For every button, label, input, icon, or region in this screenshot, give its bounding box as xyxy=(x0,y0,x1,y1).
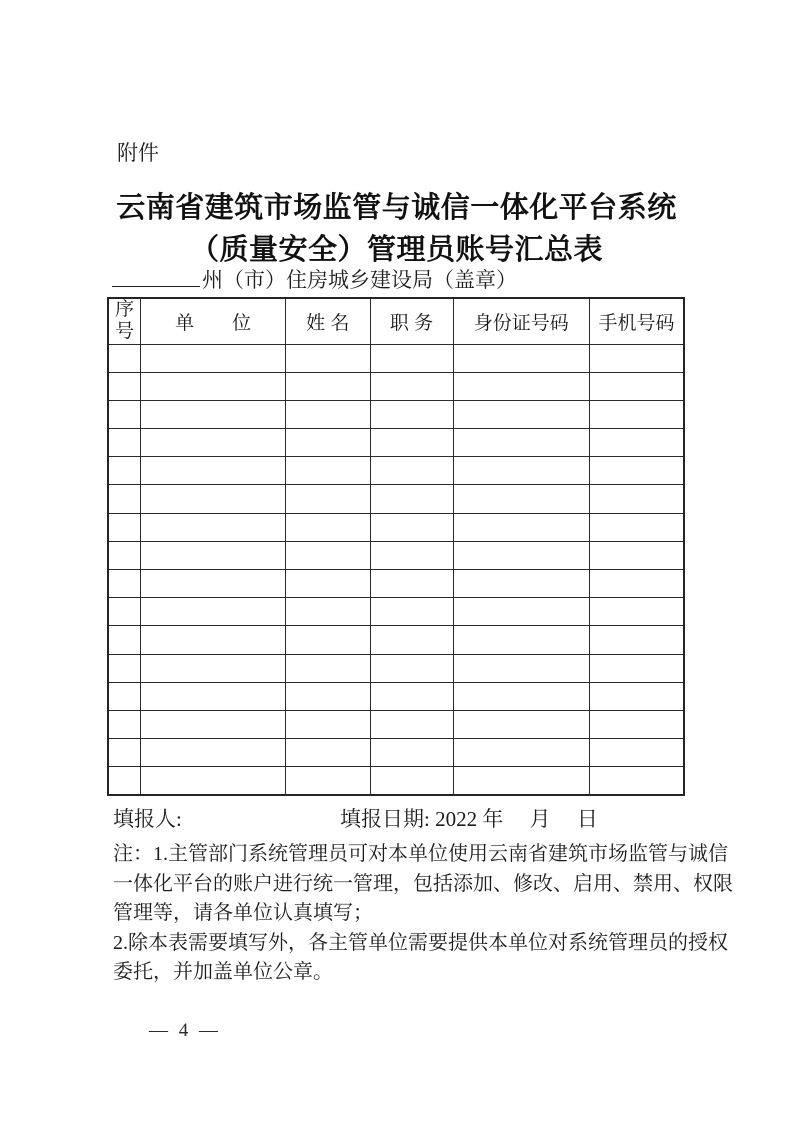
empty-cell xyxy=(141,429,286,457)
empty-cell xyxy=(370,654,453,682)
table-row xyxy=(108,598,684,626)
empty-cell xyxy=(141,654,286,682)
notes-block xyxy=(113,840,733,988)
empty-cell xyxy=(590,710,685,738)
empty-cell xyxy=(370,541,453,569)
column-header-phone: 手机号码 xyxy=(590,298,685,344)
empty-cell xyxy=(141,739,286,767)
empty-cell xyxy=(285,767,370,795)
empty-cell xyxy=(108,541,141,569)
empty-cell xyxy=(590,429,685,457)
subtitle-text: 州（市）住房城乡建设局（盖章） xyxy=(202,268,517,292)
table-row xyxy=(108,513,684,541)
empty-cell xyxy=(370,598,453,626)
empty-cell xyxy=(453,682,590,710)
empty-cell xyxy=(285,654,370,682)
note-line: 委托，并加盖单位公章。 xyxy=(113,961,333,983)
empty-cell xyxy=(108,682,141,710)
document-title-line-2: （质量安全）管理员账号汇总表 xyxy=(189,234,603,266)
attachment-label: 附件 xyxy=(117,142,159,165)
empty-cell xyxy=(285,400,370,428)
empty-cell xyxy=(370,513,453,541)
empty-cell xyxy=(285,457,370,485)
empty-cell xyxy=(108,485,141,513)
empty-cell xyxy=(370,485,453,513)
empty-cell xyxy=(453,541,590,569)
admin-account-table xyxy=(107,297,685,796)
empty-cell xyxy=(590,372,685,400)
column-header-duty: 职 务 xyxy=(370,298,453,344)
table-body xyxy=(108,344,684,795)
empty-cell xyxy=(108,767,141,795)
empty-cell xyxy=(141,372,286,400)
table-row xyxy=(108,429,684,457)
column-header-idcard: 身份证号码 xyxy=(453,298,590,344)
empty-cell xyxy=(453,598,590,626)
empty-cell xyxy=(590,654,685,682)
empty-cell xyxy=(285,626,370,654)
empty-cell xyxy=(141,682,286,710)
empty-cell xyxy=(370,739,453,767)
empty-cell xyxy=(285,541,370,569)
table-header-row xyxy=(108,298,684,344)
empty-cell xyxy=(370,710,453,738)
empty-cell xyxy=(285,429,370,457)
empty-cell xyxy=(453,513,590,541)
empty-cell xyxy=(590,598,685,626)
note-line: 管理等，请各单位认真填写； xyxy=(113,902,373,924)
empty-cell xyxy=(453,429,590,457)
empty-cell xyxy=(453,457,590,485)
empty-cell xyxy=(590,513,685,541)
table-row xyxy=(108,710,684,738)
note-line: 2.除本表需要填写外，各主管单位需要提供本单位对系统管理员的授权 xyxy=(113,931,728,954)
empty-cell xyxy=(108,344,141,372)
table-row xyxy=(108,654,684,682)
table-row xyxy=(108,767,684,795)
empty-cell xyxy=(141,513,286,541)
empty-cell xyxy=(370,626,453,654)
empty-cell xyxy=(108,598,141,626)
empty-cell xyxy=(108,429,141,457)
empty-cell xyxy=(590,344,685,372)
empty-cell xyxy=(370,400,453,428)
empty-cell xyxy=(141,767,286,795)
empty-cell xyxy=(453,739,590,767)
table-row xyxy=(108,739,684,767)
empty-cell xyxy=(285,682,370,710)
empty-cell xyxy=(285,513,370,541)
empty-cell xyxy=(453,654,590,682)
empty-cell xyxy=(370,767,453,795)
empty-cell xyxy=(590,485,685,513)
empty-cell xyxy=(108,654,141,682)
table-row xyxy=(108,626,684,654)
empty-cell xyxy=(285,598,370,626)
empty-cell xyxy=(108,372,141,400)
page-number: — 4 — xyxy=(149,1020,221,1041)
empty-cell xyxy=(453,372,590,400)
empty-cell xyxy=(108,710,141,738)
empty-cell xyxy=(108,739,141,767)
empty-cell xyxy=(370,570,453,598)
empty-cell xyxy=(108,626,141,654)
column-header-seq: 序号 xyxy=(108,298,141,344)
empty-cell xyxy=(141,570,286,598)
empty-cell xyxy=(285,372,370,400)
table-row xyxy=(108,682,684,710)
table-row xyxy=(108,344,684,372)
document-title-line-1: 云南省建筑市场监管与诚信一体化平台系统 xyxy=(116,192,677,224)
empty-cell xyxy=(453,400,590,428)
table-row xyxy=(108,485,684,513)
note-line: 注：1.主管部门系统管理员可对本单位使用云南省建筑市场监管与诚信 xyxy=(113,843,728,865)
empty-cell xyxy=(141,344,286,372)
empty-cell xyxy=(285,344,370,372)
table-row xyxy=(108,457,684,485)
empty-cell xyxy=(453,710,590,738)
column-header-name: 姓 名 xyxy=(285,298,370,344)
empty-cell xyxy=(590,457,685,485)
table-row xyxy=(108,570,684,598)
table-row xyxy=(108,541,684,569)
empty-cell xyxy=(453,767,590,795)
empty-cell xyxy=(590,400,685,428)
empty-cell xyxy=(108,400,141,428)
empty-cell xyxy=(141,710,286,738)
empty-cell xyxy=(590,541,685,569)
empty-cell xyxy=(453,626,590,654)
table-header xyxy=(108,298,684,344)
table-row xyxy=(108,372,684,400)
report-date-label: 填报日期: 2022 年 月 日 xyxy=(340,807,598,831)
empty-cell xyxy=(141,485,286,513)
blank-fill-underline xyxy=(112,266,200,287)
empty-cell xyxy=(370,372,453,400)
table-row xyxy=(108,400,684,428)
empty-cell xyxy=(141,598,286,626)
empty-cell xyxy=(370,429,453,457)
empty-cell xyxy=(590,570,685,598)
empty-cell xyxy=(453,485,590,513)
empty-cell xyxy=(141,400,286,428)
empty-cell xyxy=(590,767,685,795)
empty-cell xyxy=(285,570,370,598)
empty-cell xyxy=(141,541,286,569)
empty-cell xyxy=(285,485,370,513)
column-header-unit: 单 位 xyxy=(141,298,286,344)
filler-name-label: 填报人: xyxy=(113,807,182,831)
empty-cell xyxy=(108,457,141,485)
subtitle-line xyxy=(112,264,517,294)
empty-cell xyxy=(590,626,685,654)
empty-cell xyxy=(285,739,370,767)
report-fill-line xyxy=(113,803,693,833)
empty-cell xyxy=(453,570,590,598)
note-line: 一体化平台的账户进行统一管理，包括添加、修改、启用、禁用、权限 xyxy=(113,872,733,895)
empty-cell xyxy=(590,682,685,710)
empty-cell xyxy=(370,344,453,372)
empty-cell xyxy=(453,344,590,372)
empty-cell xyxy=(141,457,286,485)
empty-cell xyxy=(108,513,141,541)
empty-cell xyxy=(370,682,453,710)
empty-cell xyxy=(370,457,453,485)
empty-cell xyxy=(590,739,685,767)
empty-cell xyxy=(285,710,370,738)
empty-cell xyxy=(141,626,286,654)
empty-cell xyxy=(108,570,141,598)
